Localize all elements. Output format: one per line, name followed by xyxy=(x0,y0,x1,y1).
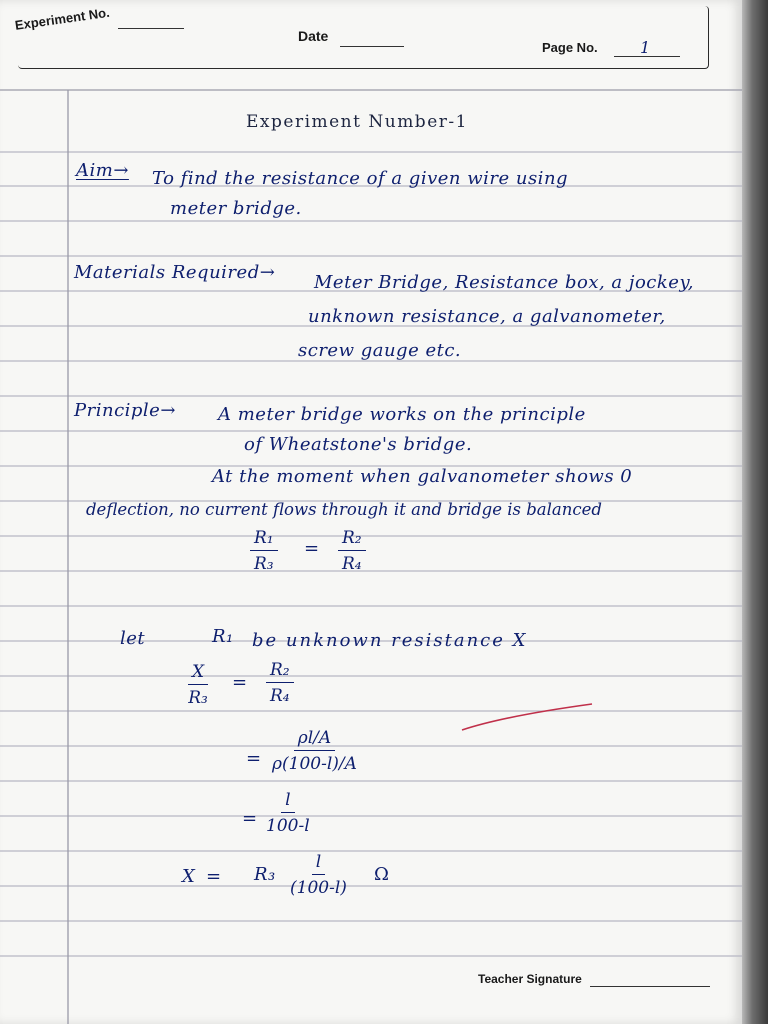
aim-label: Aim→ xyxy=(76,160,129,181)
materials-label: Materials Required→ xyxy=(74,262,276,283)
let-symbol: R₁ xyxy=(212,626,234,647)
eq2-right-fraction xyxy=(266,660,294,706)
eq3-num: ρl/A xyxy=(294,728,335,751)
eq1-num-right: R₂ xyxy=(338,528,366,551)
eq4-num: l xyxy=(281,790,294,813)
eq5-unit: Ω xyxy=(374,864,390,885)
eq5-num: l xyxy=(312,852,325,875)
eq4-fraction xyxy=(266,790,310,836)
experiment-no-label: Experiment No. xyxy=(14,4,111,33)
eq5-fraction xyxy=(290,852,347,898)
page-no-label: Page No. xyxy=(542,40,598,55)
eq5-den: (100-l) xyxy=(290,878,347,898)
eq2-den-left: R₃ xyxy=(188,688,208,708)
principle-line-1: A meter bridge works on the principle xyxy=(218,404,586,425)
experiment-no-line xyxy=(118,28,184,29)
materials-line-3: screw gauge etc. xyxy=(298,340,462,361)
date-label: Date xyxy=(298,28,329,44)
teacher-signature-label: Teacher Signature xyxy=(478,972,582,986)
eq5-equals: = xyxy=(206,866,222,887)
page-no-value: 1 xyxy=(640,38,651,57)
aim-line-2: meter bridge. xyxy=(170,198,302,219)
teacher-signature-line xyxy=(590,986,710,987)
eq1-den-left: R₃ xyxy=(254,554,274,574)
eq3-fraction xyxy=(272,728,357,774)
experiment-title: Experiment Number-1 xyxy=(246,112,468,132)
materials-line-2: unknown resistance, a galvanometer, xyxy=(308,306,666,327)
materials-line-1: Meter Bridge, Resistance box, a jockey, xyxy=(314,272,694,293)
eq2-left-fraction xyxy=(188,662,208,708)
eq1-left-fraction xyxy=(250,528,278,574)
eq1-num-left: R₁ xyxy=(250,528,278,551)
eq1-right-fraction xyxy=(338,528,366,574)
let-word: let xyxy=(120,628,146,649)
eq4-equals: = xyxy=(242,808,258,829)
notebook-spine xyxy=(742,0,768,1024)
eq3-den: ρ(100-l)/A xyxy=(272,754,357,774)
principle-line-2: of Wheatstone's bridge. xyxy=(244,434,473,455)
date-line xyxy=(340,46,404,47)
principle-line-4: deflection, no current flows through it and bridge is balanced xyxy=(86,500,602,519)
principle-label: Principle→ xyxy=(74,400,176,421)
let-rest: be unknown resistance X xyxy=(252,630,528,651)
eq2-den-right: R₄ xyxy=(270,686,290,706)
eq2-num-right: R₂ xyxy=(266,660,294,683)
eq1-equals: = xyxy=(304,538,320,559)
eq2-equals: = xyxy=(232,672,248,693)
eq5-lhs: X xyxy=(182,866,196,887)
eq2-num-left: X xyxy=(188,662,208,685)
eq3-equals: = xyxy=(246,748,262,769)
aim-line-1: To find the resistance of a given wire using xyxy=(152,168,569,189)
eq1-den-right: R₄ xyxy=(342,554,362,574)
red-pen-mark xyxy=(458,700,598,736)
principle-line-3: At the moment when galvanometer shows 0 xyxy=(212,466,633,487)
eq5-factor: R₃ xyxy=(254,864,276,885)
eq4-den: 100-l xyxy=(266,816,310,836)
header-box xyxy=(18,6,709,69)
